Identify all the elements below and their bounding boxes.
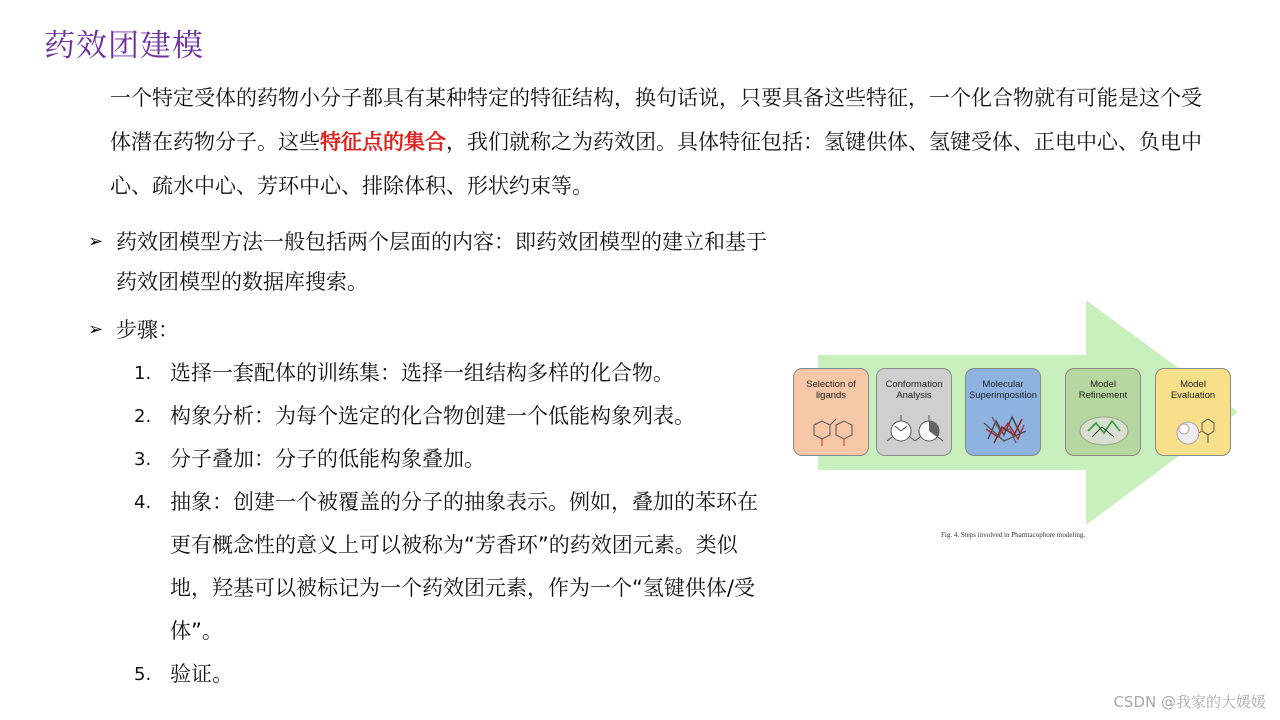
step-text: 抽象：创建一个被覆盖的分子的抽象表示。例如，叠加的苯环在更有概念性的意义上可以被称为“芳香环”的药效团元素。类似地，羟基可以被标记为一个药效团元素，作为一个“氢键供体/受体”。	[170, 490, 758, 643]
watermark: CSDN @我家的大媛媛	[1113, 693, 1266, 711]
bullet-item	[88, 222, 768, 302]
bullet-item	[88, 310, 768, 350]
step-item	[134, 653, 774, 696]
arrow-bullet-icon: ➢	[88, 231, 104, 252]
step-text: 分子叠加：分子的低能构象叠加。	[170, 447, 485, 471]
stage-selection-of-ligands	[793, 368, 869, 456]
intro-paragraph	[110, 76, 1220, 208]
step-item	[134, 481, 774, 653]
arrow-bullet-icon: ➢	[88, 319, 104, 340]
refined-model-icon	[1074, 409, 1134, 449]
pharmacophore-workflow-figure	[786, 300, 1238, 550]
step-item	[134, 352, 774, 395]
stage-label: Molecular Superimposition	[968, 379, 1038, 401]
superimposed-molecules-icon	[974, 409, 1034, 449]
stage-label: Selection of ligands	[806, 379, 856, 401]
stage-label: Conformation Analysis	[885, 379, 943, 401]
step-number: 5.	[134, 664, 152, 685]
step-number: 4.	[134, 492, 152, 513]
step-number: 2.	[134, 406, 152, 427]
intro-highlight: 特征点的集合	[320, 130, 446, 154]
stage-model-refinement	[1065, 368, 1141, 456]
molecule-drawings-icon	[802, 415, 860, 449]
figure-caption: Fig. 4. Steps involved in Pharmacophore modeling.	[941, 531, 1086, 539]
newman-projection-icon	[885, 413, 945, 449]
step-item	[134, 438, 774, 481]
stage-conformation-analysis	[876, 368, 952, 456]
step-text: 构象分析：为每个选定的化合物创建一个低能构象列表。	[170, 404, 695, 428]
intro-text-before: 一个特定受体的药物小分子都具有某种特定的特征结构，换句话说，只要具备这些特征，一个化合物就有可能是这个受体潜在药物分子。这些	[110, 86, 1202, 154]
step-number: 1.	[134, 363, 152, 384]
step-item	[134, 395, 774, 438]
stage-label: Model Evaluation	[1170, 379, 1216, 401]
slide-title: 药效团建模	[44, 28, 204, 64]
bullet-text: 步骤：	[116, 318, 179, 342]
step-number: 3.	[134, 449, 152, 470]
intro-text-after: ，我们就称之为药效团。具体特征包括：氢键供体、氢键受体、正电中心、负电中心、疏水中心、芳环中心、排除体积、形状约束等。	[110, 130, 1202, 198]
step-text: 选择一套配体的训练集：选择一组结构多样的化合物。	[170, 361, 674, 385]
steps-list	[134, 352, 774, 696]
stage-model-evaluation	[1155, 368, 1231, 456]
stage-molecular-superimposition	[965, 368, 1041, 456]
evaluated-model-icon	[1164, 409, 1224, 449]
stage-label: Model Refinement	[1078, 379, 1128, 401]
bullet-text: 药效团模型方法一般包括两个层面的内容：即药效团模型的建立和基于药效团模型的数据库搜索。	[116, 230, 767, 294]
step-text: 验证。	[170, 662, 233, 686]
